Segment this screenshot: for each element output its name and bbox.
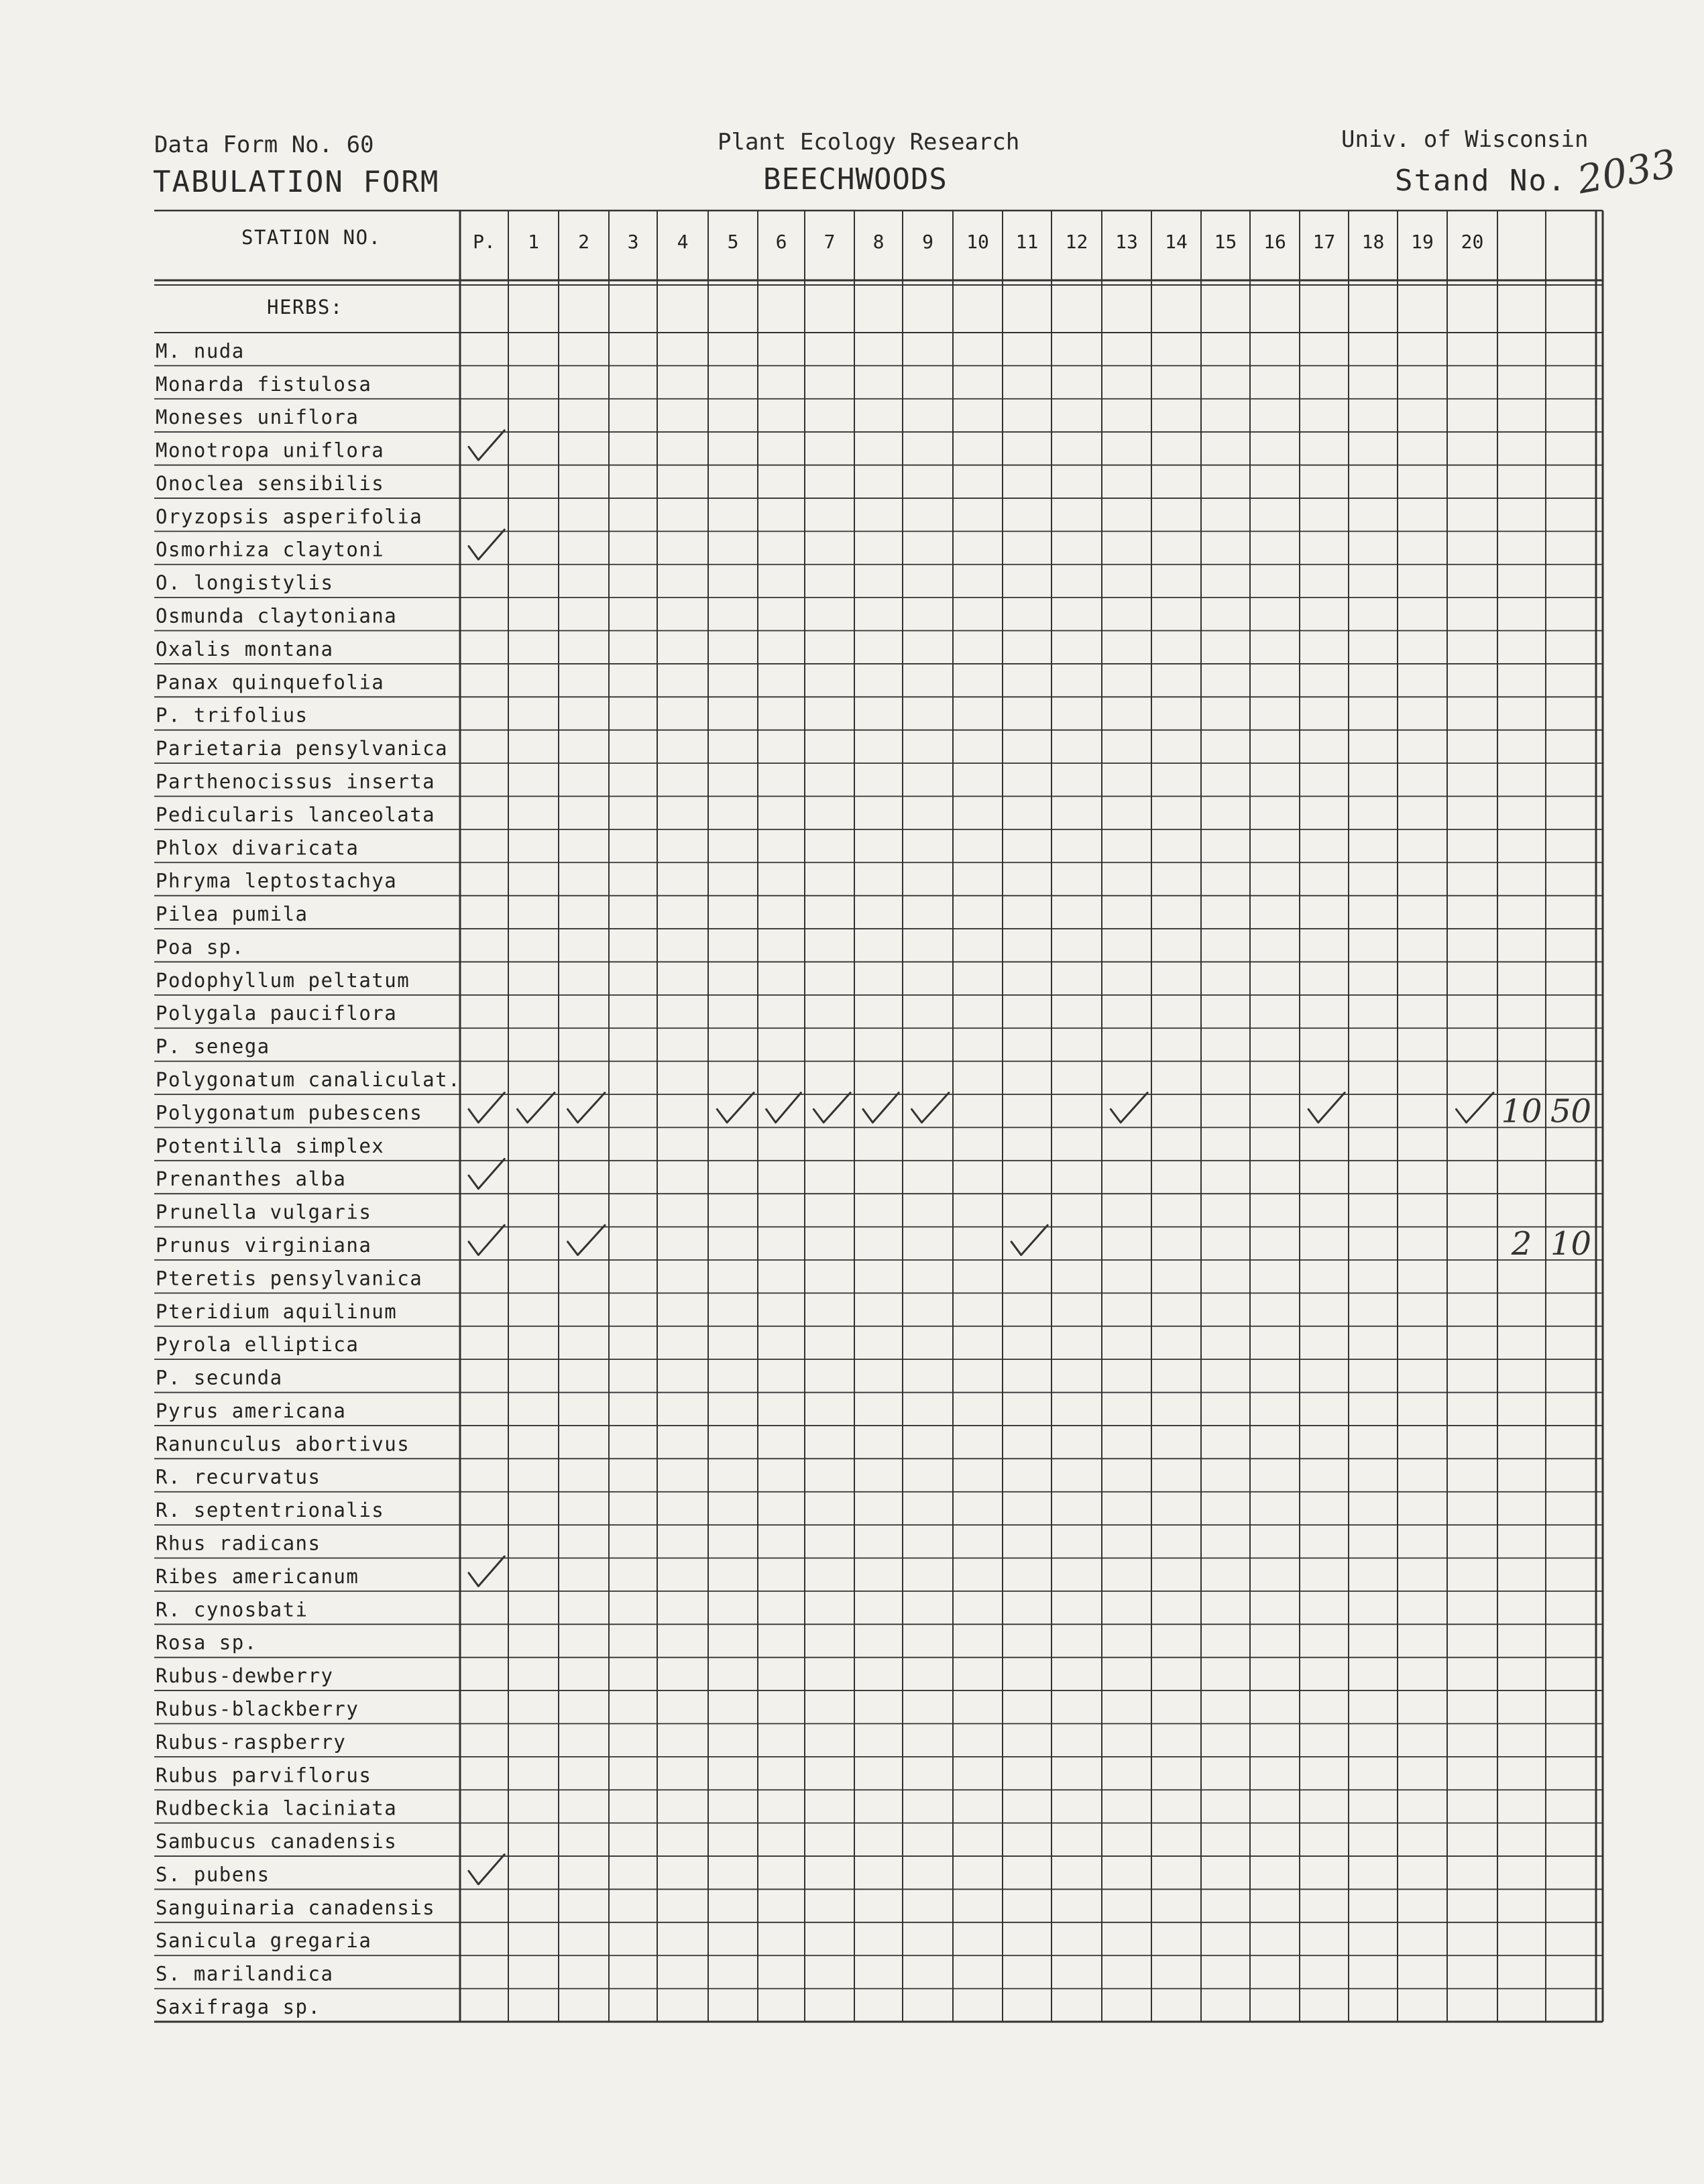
species-label: Prenanthes alba <box>156 1167 347 1191</box>
species-label: R. cynosbati <box>156 1598 308 1621</box>
species-label: Polygala pauciflora <box>156 1002 398 1025</box>
column-header: 17 <box>1312 231 1336 253</box>
species-label: Oxalis montana <box>156 637 334 660</box>
handwritten-value: 2 <box>1511 1224 1532 1263</box>
check-mark <box>1011 1225 1047 1255</box>
column-header: 20 <box>1461 231 1484 253</box>
species-label: Rubus-blackberry <box>156 1697 359 1721</box>
section-label-herbs: HERBS: <box>267 296 343 319</box>
species-label: Oryzopsis asperifolia <box>156 505 423 528</box>
species-label: Poa sp. <box>156 935 245 959</box>
column-header: 13 <box>1115 231 1138 253</box>
column-header: 14 <box>1165 231 1188 253</box>
column-header: 10 <box>966 231 989 253</box>
species-label: Pyrus americana <box>156 1399 347 1422</box>
check-mark <box>863 1093 899 1123</box>
species-label: Rosa sp. <box>156 1631 258 1654</box>
check-mark <box>568 1093 606 1123</box>
species-label: Saxifraga sp. <box>156 1996 321 2018</box>
check-mark <box>469 430 504 460</box>
column-header: 3 <box>627 231 639 253</box>
species-label: Phlox divaricata <box>156 836 359 860</box>
column-header: 5 <box>727 231 739 253</box>
species-label: Polygonatum pubescens <box>156 1101 423 1125</box>
species-label: P. secunda <box>156 1366 283 1389</box>
stand-number-value: 2033 <box>1574 140 1680 203</box>
species-label: Prunus virginiana <box>156 1233 372 1257</box>
species-label: Sambucus canadensis <box>156 1830 398 1853</box>
species-label: R. recurvatus <box>156 1465 321 1489</box>
species-label: P. senega <box>156 1035 270 1058</box>
species-label: Polygonatum canaliculat. <box>156 1068 461 1092</box>
handwritten-value: 10 <box>1501 1092 1542 1131</box>
species-label: Ribes americanum <box>156 1564 359 1588</box>
species-label: Pilea pumila <box>156 903 308 926</box>
species-label: Osmunda claytoniana <box>156 604 398 628</box>
check-mark <box>1111 1093 1147 1123</box>
column-header: 15 <box>1214 231 1237 253</box>
form-title: TABULATION FORM <box>153 165 440 199</box>
species-label: Rubus-raspberry <box>156 1730 347 1754</box>
handwritten-value: 50 <box>1550 1092 1592 1131</box>
check-mark <box>469 530 504 559</box>
check-mark <box>912 1093 950 1123</box>
column-header: 6 <box>775 231 787 253</box>
column-header: 18 <box>1361 231 1385 253</box>
community-type: BEECHWOODS <box>763 162 948 196</box>
check-mark <box>1457 1093 1494 1123</box>
check-mark <box>717 1093 754 1123</box>
species-label: Osmorhiza claytoni <box>156 538 385 561</box>
species-label: Rubus parviflorus <box>156 1764 372 1787</box>
column-header: 12 <box>1065 231 1088 253</box>
check-mark <box>568 1225 606 1255</box>
species-label: Parthenocissus inserta <box>156 770 436 793</box>
species-label: R. septentrionalis <box>156 1499 385 1522</box>
check-mark <box>518 1093 555 1123</box>
check-mark <box>1308 1093 1345 1123</box>
stand-number-label: Stand No. <box>1395 164 1567 198</box>
species-label: Moneses uniflora <box>156 406 359 429</box>
column-header: 7 <box>823 231 836 253</box>
species-label: Monotropa uniflora <box>156 439 385 462</box>
species-label: Rubus-dewberry <box>156 1664 334 1688</box>
station-number-label: STATION NO. <box>241 226 382 249</box>
column-header: 19 <box>1411 231 1434 253</box>
column-header: 8 <box>872 231 885 253</box>
column-header: 4 <box>677 231 689 253</box>
column-header: 2 <box>578 231 589 253</box>
column-header: 9 <box>922 231 933 253</box>
handwritten-value: 10 <box>1550 1224 1592 1263</box>
check-mark <box>469 1855 504 1884</box>
column-header: 1 <box>528 231 539 253</box>
species-label: Parietaria pensylvanica <box>156 737 449 760</box>
species-label: Potentilla simplex <box>156 1134 385 1157</box>
organization-label: Plant Ecology Research <box>718 129 1020 156</box>
species-label: Podophyllum peltatum <box>156 968 410 992</box>
species-label: Phryma leptostachya <box>156 869 398 893</box>
check-mark <box>469 1225 504 1255</box>
column-header: 16 <box>1263 231 1286 253</box>
species-label: Prunella vulgaris <box>156 1200 372 1224</box>
species-label: Pyrola elliptica <box>156 1333 359 1357</box>
species-label: S. pubens <box>156 1863 270 1886</box>
check-mark <box>766 1093 801 1123</box>
species-label: Rhus radicans <box>156 1532 321 1555</box>
species-label: Pteridium aquilinum <box>156 1300 398 1323</box>
check-mark <box>813 1093 850 1123</box>
species-label: Monarda fistulosa <box>156 372 372 396</box>
species-label: Rudbeckia laciniata <box>156 1796 398 1820</box>
species-label: Ranunculus abortivus <box>156 1432 410 1456</box>
species-label: Pteretis pensylvanica <box>156 1267 423 1290</box>
form-number: Data Form No. 60 <box>154 131 374 158</box>
species-label: S. marilandica <box>156 1962 334 1986</box>
university-label: Univ. of Wisconsin <box>1341 126 1589 153</box>
species-label: Onoclea sensibilis <box>156 471 385 495</box>
column-header: 11 <box>1015 231 1039 253</box>
species-label: P. trifolius <box>156 703 308 727</box>
species-label: Sanguinaria canadensis <box>156 1896 436 1919</box>
check-mark <box>469 1093 504 1123</box>
check-mark <box>469 1556 504 1586</box>
species-label: Panax quinquefolia <box>156 671 385 694</box>
species-label: M. nuda <box>156 339 245 363</box>
column-header: P. <box>473 231 496 253</box>
species-label: Pedicularis lanceolata <box>156 803 436 826</box>
species-label: O. longistylis <box>156 571 334 595</box>
species-label: Sanicula gregaria <box>156 1929 372 1953</box>
check-mark <box>469 1159 504 1188</box>
